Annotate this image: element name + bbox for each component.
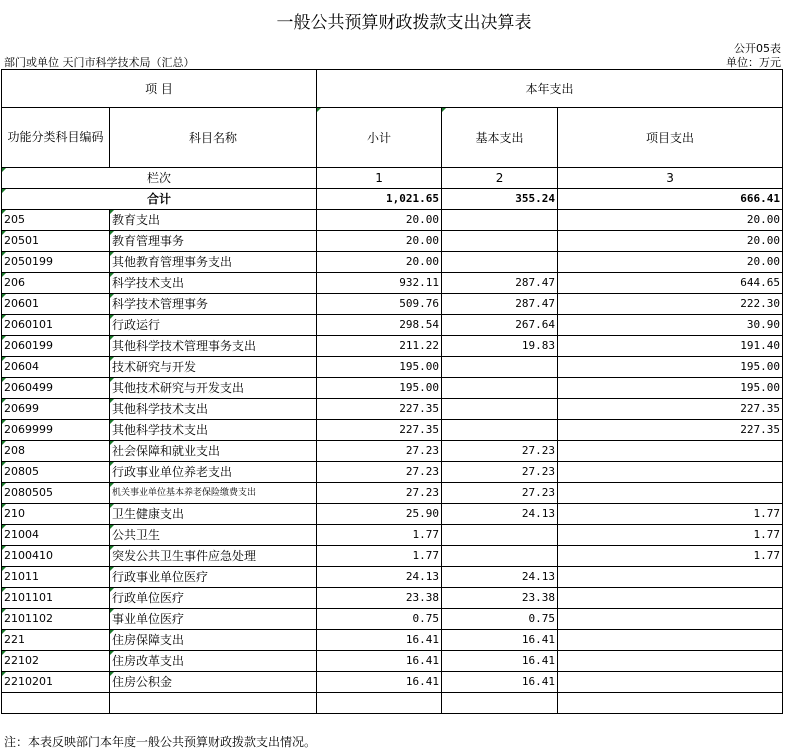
- table-row: [2, 672, 783, 693]
- row-subtotal: 20.00: [317, 252, 442, 273]
- row-subject-name: 公共卫生: [110, 525, 317, 546]
- table-row: [2, 315, 783, 336]
- row-subtotal: 509.76: [317, 294, 442, 315]
- row-subject-name: 科学技术管理事务: [110, 294, 317, 315]
- row-subject-name: 教育支出: [110, 210, 317, 231]
- row-basic: 16.41: [442, 651, 558, 672]
- table-row: [2, 231, 783, 252]
- row-project: 644.65: [558, 273, 783, 294]
- row-project: [558, 630, 783, 651]
- row-subtotal: 27.23: [317, 462, 442, 483]
- row-subject-name: 事业单位医疗: [110, 609, 317, 630]
- total-subtotal: 1,021.65: [317, 189, 442, 210]
- row-basic: [442, 399, 558, 420]
- row-basic: 19.83: [442, 336, 558, 357]
- row-project: [558, 483, 783, 504]
- row-subtotal: 25.90: [317, 504, 442, 525]
- row-subject-name: 住房改革支出: [110, 651, 317, 672]
- row-subtotal: 23.38: [317, 588, 442, 609]
- row-subtotal: 27.23: [317, 483, 442, 504]
- total-project: 666.41: [558, 189, 783, 210]
- row-subject-name: 行政运行: [110, 315, 317, 336]
- row-basic: [442, 210, 558, 231]
- form-code: 公开05表: [734, 42, 781, 55]
- row-subtotal: 16.41: [317, 630, 442, 651]
- project-header: 项目支出: [558, 108, 783, 168]
- row-basic: [442, 231, 558, 252]
- row-subtotal: 20.00: [317, 231, 442, 252]
- row-subtotal: 1.77: [317, 525, 442, 546]
- row-subject-name: 教育管理事务: [110, 231, 317, 252]
- row-basic: [442, 546, 558, 567]
- row-project: 20.00: [558, 210, 783, 231]
- row-code: 2060101: [2, 315, 110, 336]
- row-project: [558, 672, 783, 693]
- row-subject-name: 科学技术支出: [110, 273, 317, 294]
- empty-cell: [2, 693, 110, 714]
- row-code: 208: [2, 441, 110, 462]
- row-subject-name: 突发公共卫生事件应急处理: [110, 546, 317, 567]
- row-code: 2080505: [2, 483, 110, 504]
- row-basic: 16.41: [442, 672, 558, 693]
- row-project: 20.00: [558, 231, 783, 252]
- row-code: 2100410: [2, 546, 110, 567]
- row-code: 2060499: [2, 378, 110, 399]
- row-basic: [442, 420, 558, 441]
- subtotal-header: 小计: [317, 108, 442, 168]
- table-row: [2, 420, 783, 441]
- row-basic: 267.64: [442, 315, 558, 336]
- row-subtotal: 0.75: [317, 609, 442, 630]
- col-index-1: 1: [317, 168, 442, 189]
- table-row: [2, 546, 783, 567]
- row-subject-name: 住房公积金: [110, 672, 317, 693]
- row-subject-name: 行政事业单位医疗: [110, 567, 317, 588]
- row-project: 227.35: [558, 420, 783, 441]
- row-subject-name: 技术研究与开发: [110, 357, 317, 378]
- row-code: 2050199: [2, 252, 110, 273]
- row-subject-name: 其他科学技术支出: [110, 399, 317, 420]
- row-project: 227.35: [558, 399, 783, 420]
- current-year-header: 本年支出: [317, 70, 783, 108]
- total-basic: 355.24: [442, 189, 558, 210]
- col-index-label: 栏次: [2, 168, 317, 189]
- row-project: 1.77: [558, 546, 783, 567]
- row-code: 20805: [2, 462, 110, 483]
- row-subject-name: 其他技术研究与开发支出: [110, 378, 317, 399]
- row-subject-name: 其他教育管理事务支出: [110, 252, 317, 273]
- table-row: [2, 567, 783, 588]
- row-subtotal: 932.11: [317, 273, 442, 294]
- row-subject-name: 社会保障和就业支出: [110, 441, 317, 462]
- table-row: [2, 336, 783, 357]
- row-code: 21011: [2, 567, 110, 588]
- row-subtotal: 1.77: [317, 546, 442, 567]
- page-title: 一般公共预算财政拨款支出决算表: [276, 13, 532, 33]
- row-basic: 0.75: [442, 609, 558, 630]
- unit-label: 单位：万元: [726, 56, 781, 69]
- row-code: 210: [2, 504, 110, 525]
- row-subtotal: 24.13: [317, 567, 442, 588]
- row-subject-name: 行政事业单位养老支出: [110, 462, 317, 483]
- table-row: [2, 504, 783, 525]
- row-code: 20501: [2, 231, 110, 252]
- row-subject-name: 行政单位医疗: [110, 588, 317, 609]
- table-row: [2, 252, 783, 273]
- col-index-3: 3: [558, 168, 783, 189]
- row-project: 195.00: [558, 357, 783, 378]
- row-basic: 16.41: [442, 630, 558, 651]
- row-project: [558, 462, 783, 483]
- row-project: 222.30: [558, 294, 783, 315]
- empty-cell: [317, 693, 442, 714]
- row-code: 2101101: [2, 588, 110, 609]
- table-row: [2, 399, 783, 420]
- expenditure-table: [1, 69, 783, 714]
- department-label: 部门或单位 天门市科学技术局（汇总）: [4, 56, 195, 69]
- row-code: 2101102: [2, 609, 110, 630]
- row-subtotal: 195.00: [317, 378, 442, 399]
- empty-cell: [442, 693, 558, 714]
- empty-cell: [110, 693, 317, 714]
- total-row: [2, 189, 783, 210]
- row-subject-name: 其他科学技术支出: [110, 420, 317, 441]
- row-basic: 27.23: [442, 483, 558, 504]
- table-row: [2, 525, 783, 546]
- footnote: 注：本表反映部门本年度一般公共预算财政拨款支出情况。: [4, 735, 317, 749]
- row-basic: 27.23: [442, 441, 558, 462]
- row-subject-name: 其他科学技术管理事务支出: [110, 336, 317, 357]
- row-subtotal: 298.54: [317, 315, 442, 336]
- row-basic: 23.38: [442, 588, 558, 609]
- row-project: 191.40: [558, 336, 783, 357]
- row-subtotal: 195.00: [317, 357, 442, 378]
- row-code: 2060199: [2, 336, 110, 357]
- table-row: [2, 483, 783, 504]
- row-subtotal: 20.00: [317, 210, 442, 231]
- row-basic: 27.23: [442, 462, 558, 483]
- empty-cell: [558, 693, 783, 714]
- table-row: [2, 273, 783, 294]
- row-subject-name: 机关事业单位基本养老保险缴费支出: [110, 483, 317, 504]
- row-subtotal: 16.41: [317, 651, 442, 672]
- row-project: [558, 441, 783, 462]
- table-row: [2, 378, 783, 399]
- row-subtotal: 227.35: [317, 420, 442, 441]
- row-project: [558, 609, 783, 630]
- col-index-2: 2: [442, 168, 558, 189]
- row-basic: 24.13: [442, 567, 558, 588]
- row-code: 22102: [2, 651, 110, 672]
- row-subtotal: 16.41: [317, 672, 442, 693]
- row-project: [558, 567, 783, 588]
- row-project: [558, 588, 783, 609]
- row-project: 1.77: [558, 504, 783, 525]
- table-row: [2, 462, 783, 483]
- row-subtotal: 211.22: [317, 336, 442, 357]
- row-code: 205: [2, 210, 110, 231]
- table-row: [2, 294, 783, 315]
- row-basic: [442, 357, 558, 378]
- row-basic: 287.47: [442, 273, 558, 294]
- row-subtotal: 27.23: [317, 441, 442, 462]
- row-code: 2210201: [2, 672, 110, 693]
- row-project: 20.00: [558, 252, 783, 273]
- row-subtotal: 227.35: [317, 399, 442, 420]
- table-row: [2, 441, 783, 462]
- row-project: 1.77: [558, 525, 783, 546]
- table-row: [2, 630, 783, 651]
- subject-name-header: 科目名称: [110, 108, 317, 168]
- row-subject-name: 住房保障支出: [110, 630, 317, 651]
- row-basic: [442, 525, 558, 546]
- row-project: 195.00: [558, 378, 783, 399]
- row-code: 221: [2, 630, 110, 651]
- row-code: 20601: [2, 294, 110, 315]
- table-row: [2, 357, 783, 378]
- table-row: [2, 651, 783, 672]
- row-code: 20604: [2, 357, 110, 378]
- row-project: [558, 651, 783, 672]
- table-row: [2, 609, 783, 630]
- empty-row: [2, 693, 783, 714]
- basic-header: 基本支出: [442, 108, 558, 168]
- item-group-header: 项 目: [2, 70, 317, 108]
- table-row: [2, 588, 783, 609]
- row-code: 206: [2, 273, 110, 294]
- table-row: [2, 210, 783, 231]
- total-label: 合计: [2, 189, 317, 210]
- row-project: 30.90: [558, 315, 783, 336]
- func-code-header: 功能分类科目编码: [2, 108, 110, 168]
- row-basic: 287.47: [442, 294, 558, 315]
- row-subject-name: 卫生健康支出: [110, 504, 317, 525]
- row-basic: [442, 378, 558, 399]
- row-basic: [442, 252, 558, 273]
- row-code: 21004: [2, 525, 110, 546]
- row-code: 20699: [2, 399, 110, 420]
- row-basic: 24.13: [442, 504, 558, 525]
- row-code: 2069999: [2, 420, 110, 441]
